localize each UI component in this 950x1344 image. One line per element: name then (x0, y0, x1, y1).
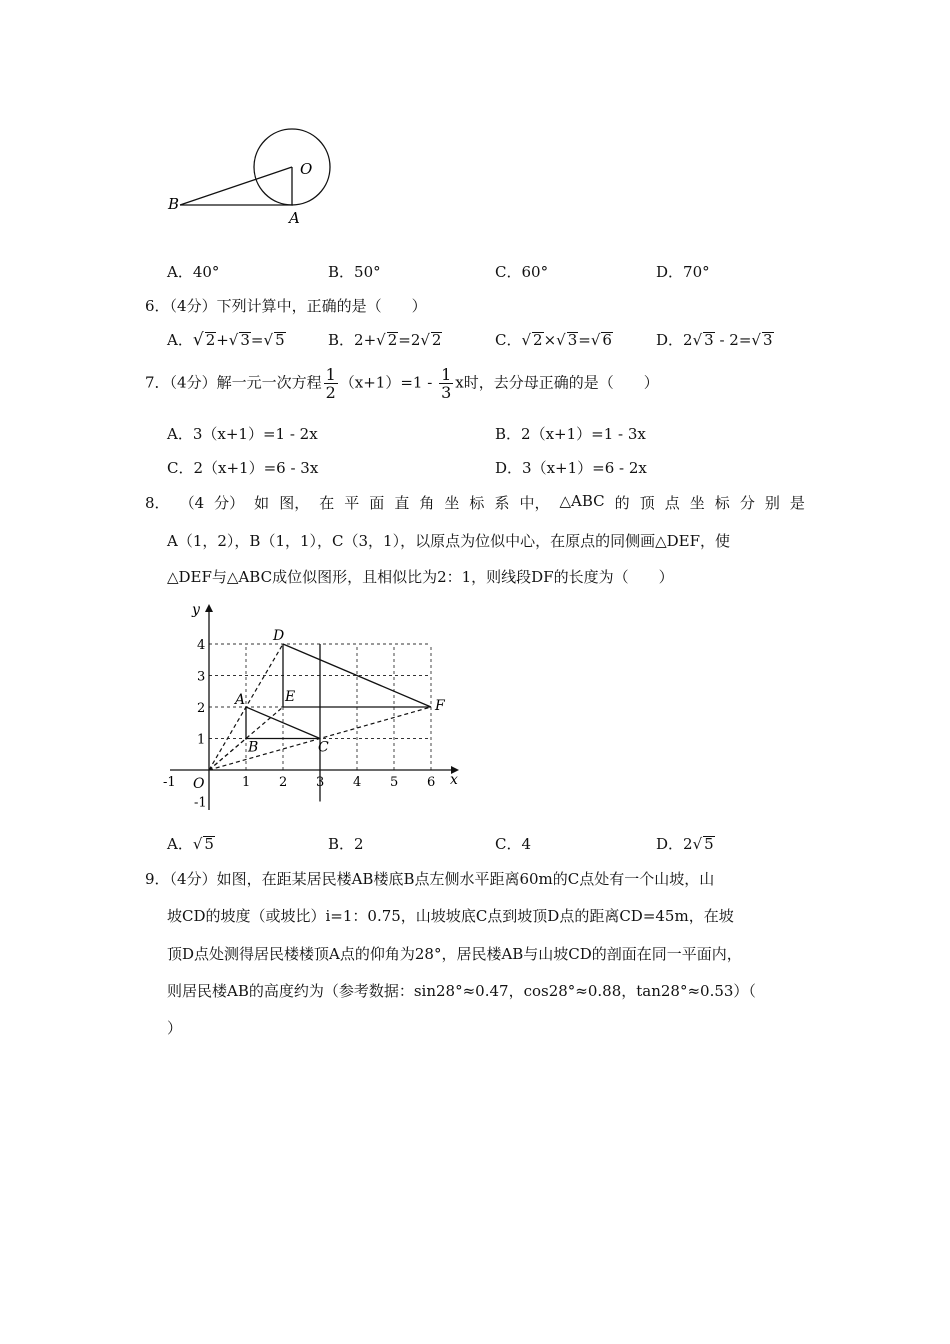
q6-option-d[interactable]: D．2√ 3 - 2=√ 3 (656, 331, 773, 349)
q8-option-c[interactable]: C．4 (495, 835, 532, 853)
y-tick-label: -1 (194, 795, 207, 810)
q8-line-1-token: 标 (714, 494, 730, 512)
q8-line-1 (145, 492, 805, 513)
q8-line-1-token: 角 (419, 494, 435, 512)
q8-line-1-token: 面 (369, 494, 385, 512)
q8-line-1-token: 如 (254, 494, 270, 512)
q8-line-1-token: 中， (519, 494, 550, 512)
q8-line-1-token: 直 (394, 494, 410, 512)
q5-option-d[interactable]: D．70° (656, 263, 710, 281)
q6-option-b[interactable]: B．2+√ 2=2√ 2 (328, 331, 442, 349)
fraction-1-2: $\frac{1}{2}$ (325, 365, 336, 402)
origin-label: O (193, 776, 205, 792)
q7-option-b[interactable]: B．2（x+1）=1 - 3x (495, 425, 646, 443)
q5-option-b[interactable]: B．50° (328, 263, 381, 281)
x-tick-label: 3 (316, 775, 325, 790)
label-A: A (289, 209, 300, 227)
q8-option-d[interactable]: D．2√ 5 (656, 835, 714, 853)
q8-line-1-token: 标 (469, 494, 485, 512)
q6-stem: 6．（4分）下列计算中，正确的是（ ） (145, 297, 427, 315)
q8-line-1-token: 是 (789, 494, 805, 512)
axis-y-label: y (192, 602, 200, 618)
q8-line-1-token: 在 (319, 494, 335, 512)
q5-option-a[interactable]: A．40° (167, 263, 220, 281)
q9-line-3: 顶D点处测得居民楼楼顶A点的仰角为28°，居民楼AB与山坡CD的剖面在同一平面内， (167, 945, 742, 963)
point-D-label: D (273, 628, 285, 644)
q8-line-1-token: 坐 (444, 494, 460, 512)
q8-line-1-token: 点 (664, 494, 680, 512)
point-C-label: C (318, 739, 329, 756)
axis-x-label: x (450, 772, 458, 788)
q7-option-d[interactable]: D．3（x+1）=6 - 2x (495, 459, 647, 477)
q8-line-1-token: 图， (279, 494, 310, 512)
label-B: B (168, 195, 180, 213)
q8-option-b[interactable]: B．2 (328, 835, 364, 853)
q7-stem: 7．（4分）解一元一次方程 $\frac{1}{2}$ （x+1）=1 - $\frac{1}{3}$ x时，去分母正确的是（ ） (145, 365, 659, 402)
q8-line-1-token: 分） (214, 494, 245, 512)
q9-line-1: 9．（4分）如图，在距某居民楼AB楼底B点左侧水平距离60m的C点处有一个山坡，山 (145, 870, 715, 888)
x-tick-label: 6 (427, 775, 436, 790)
q8-line-1-token: 坐 (689, 494, 705, 512)
q8-line-1-token: 8． (145, 494, 170, 512)
q8-line-2: A（1，2），B（1，1），C（3，1），以原点为位似中心，在原点的同侧画△DEF，使 (167, 532, 731, 550)
q6-option-a[interactable]: A．√ 2+√ 3=√ 5 (167, 330, 285, 350)
q5-option-c[interactable]: C．60° (495, 263, 549, 281)
q9-line-2: 坡CD的坡度（或坡比）i=1：0.75，山坡坡底C点到坡顶D点的距离CD=45m，在坡 (167, 907, 734, 925)
coordinate-graph (160, 600, 470, 810)
q8-line-1-token: 平 (344, 494, 360, 512)
q7-option-c[interactable]: C．2（x+1）=6 - 3x (167, 459, 319, 477)
q8-line-1-token: 顶 (639, 494, 655, 512)
q6-option-c[interactable]: C．√ 2×√ 3=√ 6 (495, 331, 612, 349)
point-F-label: F (435, 698, 445, 714)
label-O: O (300, 160, 313, 178)
q8-line-3: △DEF与△ABC成位似图形，且相似比为2：1，则线段DF的长度为（ ） (167, 568, 674, 586)
q8-line-1-token: 分 (739, 494, 755, 512)
q8-line-1-token: △ABC (559, 492, 605, 510)
x-tick-label: 5 (390, 775, 399, 790)
x-tick-label: 1 (242, 775, 251, 790)
ray-O-B (209, 739, 246, 771)
y-tick-label: 1 (197, 732, 206, 748)
q7-option-a[interactable]: A．3（x+1）=1 - 2x (167, 425, 318, 443)
x-tick-label: 4 (353, 775, 362, 790)
x-tick-label: 2 (279, 775, 288, 790)
point-A-label: A (235, 692, 246, 708)
y-tick-label: 2 (197, 701, 206, 716)
q8-option-a[interactable]: A．√ 5 (167, 835, 214, 853)
x-tick-label: -1 (163, 775, 176, 790)
q8-line-1-token: （4 (179, 494, 205, 512)
fraction-1-3: $\frac{1}{3}$ (441, 365, 452, 402)
q9-line-4: 则居民楼AB的高度约为（参考数据：sin28°≈0.47，cos28°≈0.88，tan28°≈0.53）（ (167, 982, 756, 1000)
y-tick-label: 4 (197, 638, 206, 653)
y-tick-label: 3 (197, 669, 206, 685)
q9-line-5: ） (167, 1019, 183, 1037)
point-E-label: E (285, 689, 296, 705)
q8-line-1-token: 的 (614, 494, 630, 512)
q8-line-1-token: 系 (494, 494, 510, 512)
point-B-label: B (248, 739, 259, 756)
q8-line-1-token: 别 (764, 494, 780, 512)
circle-tangent-figure (160, 122, 350, 234)
